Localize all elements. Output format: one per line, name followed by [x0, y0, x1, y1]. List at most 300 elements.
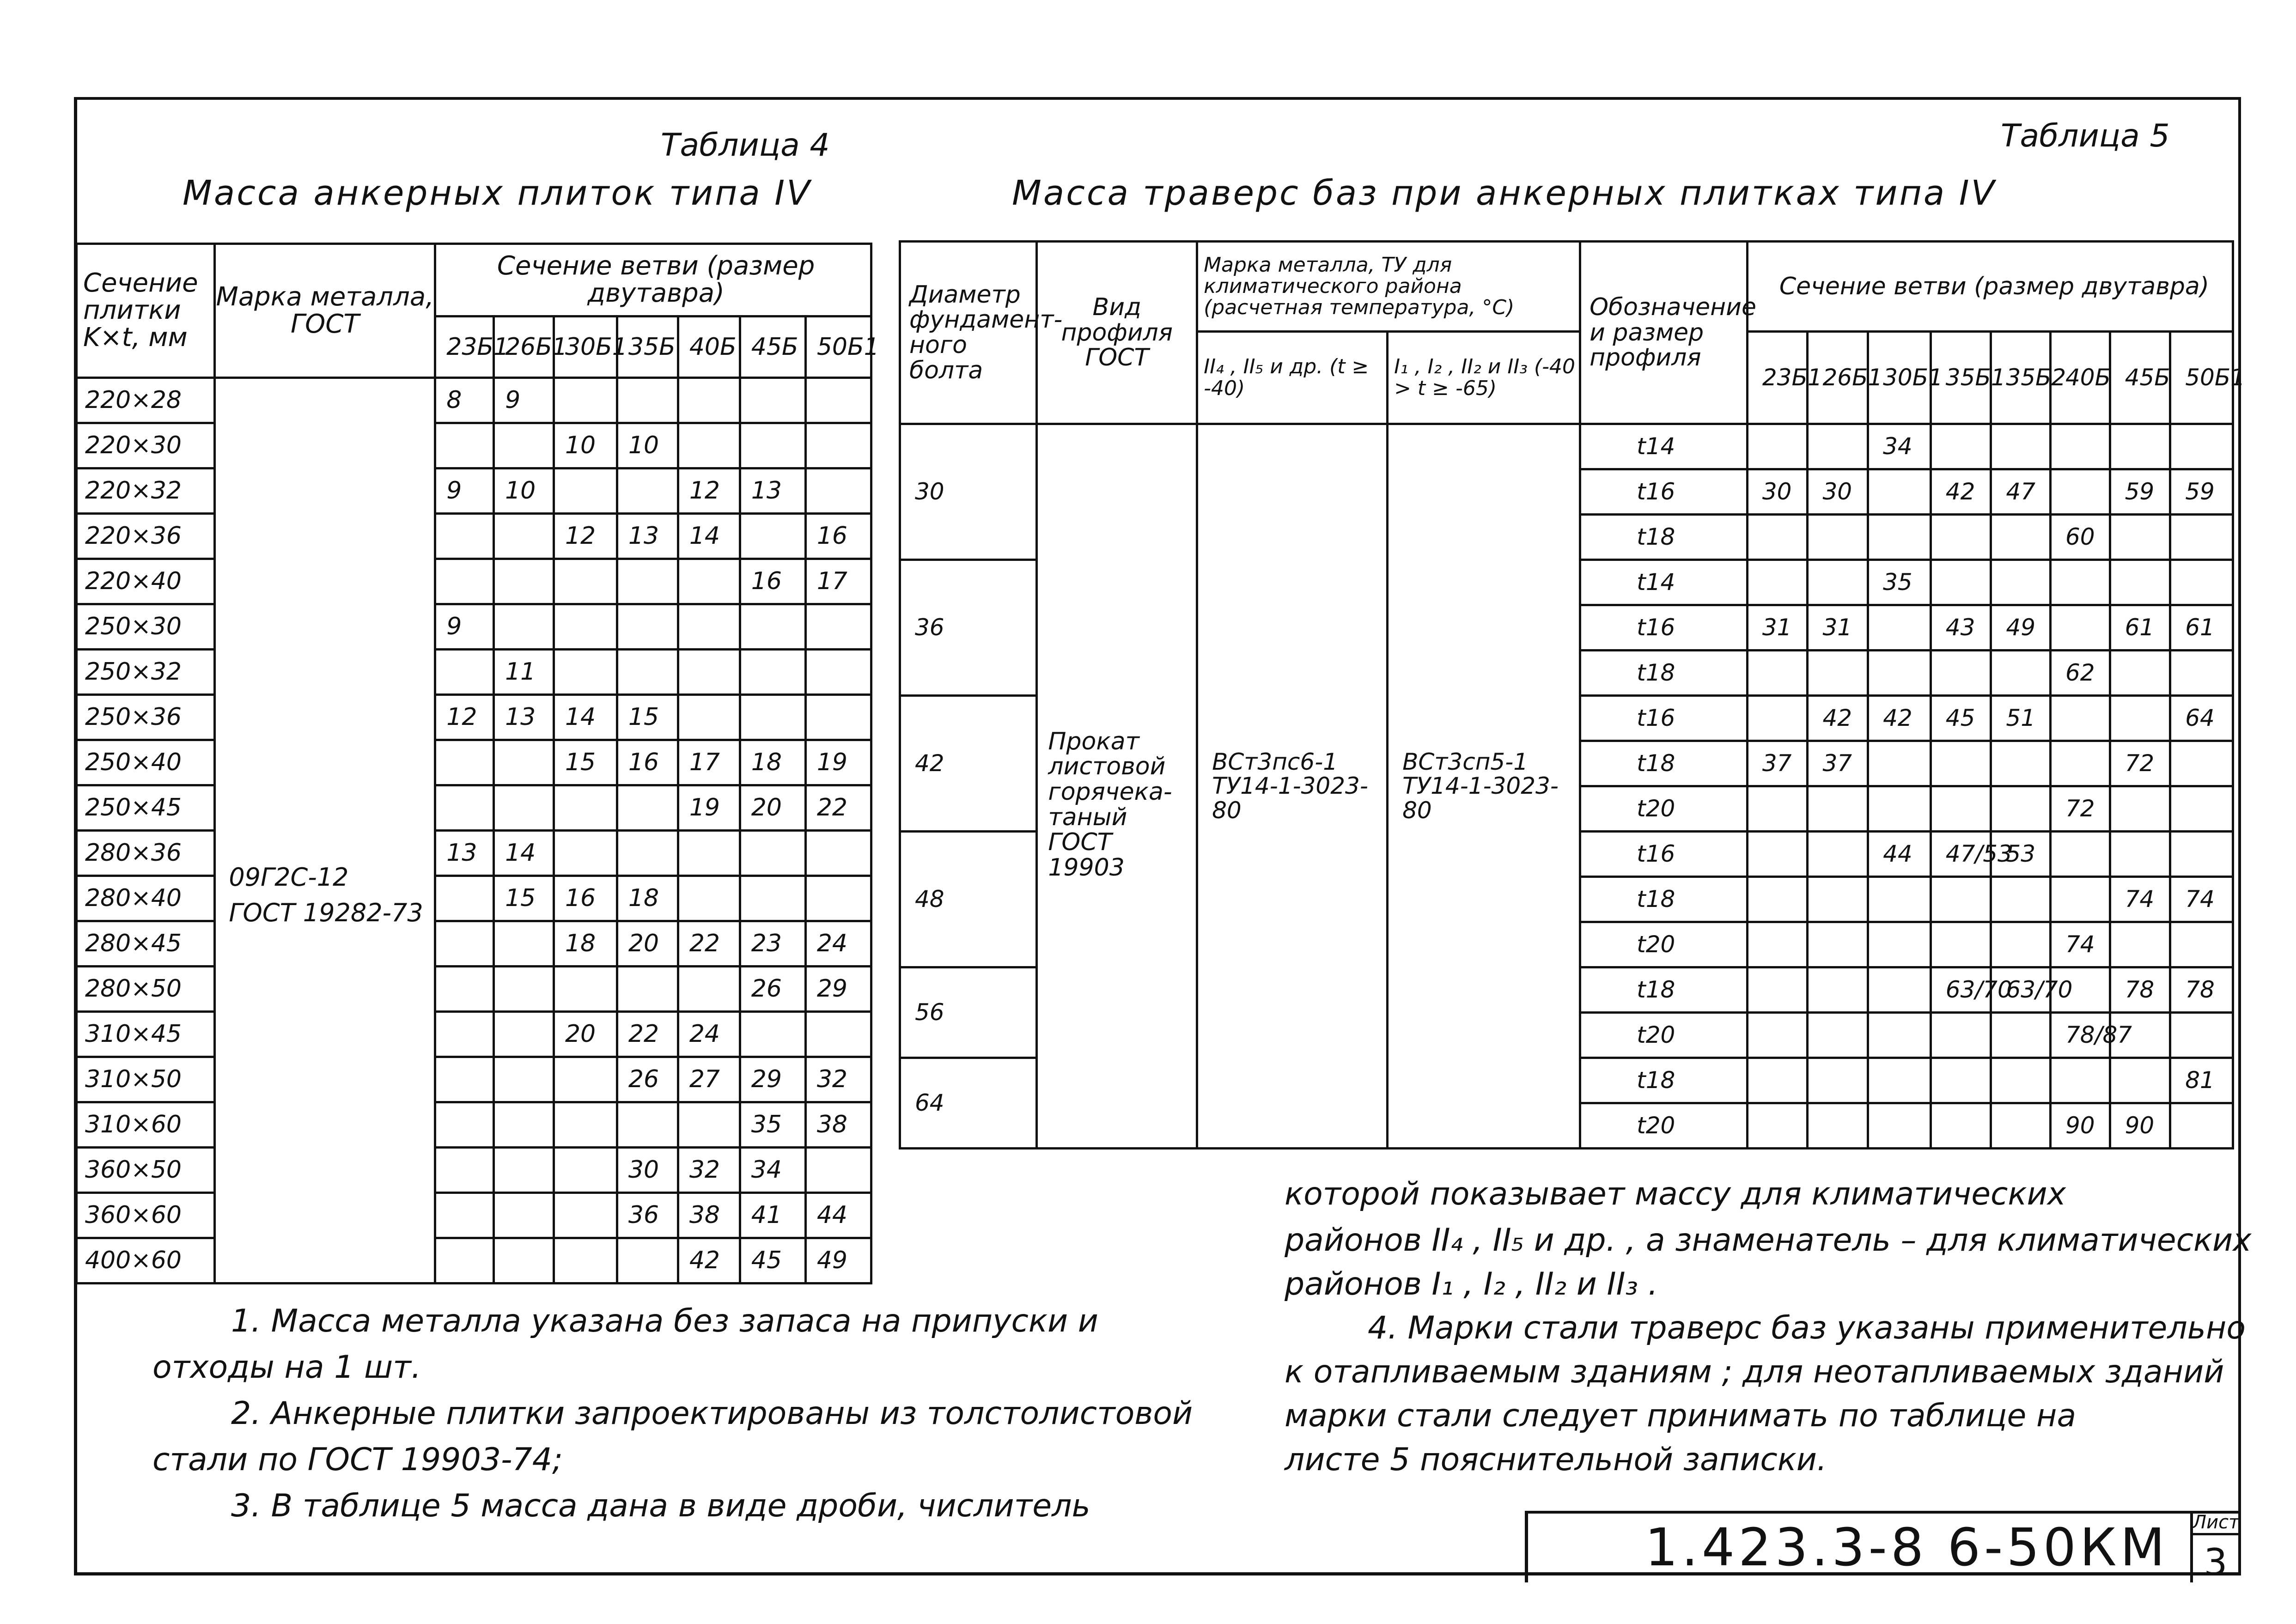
table-row [77, 423, 871, 468]
size-header: 40Б [678, 316, 740, 378]
bolt-diameter: 42 [900, 696, 1037, 832]
t5-header-profile: Вид профиля ГОСТ [1037, 242, 1197, 424]
mass-cell [1808, 832, 1868, 877]
mass-cell: 13 [617, 514, 678, 559]
table-row [77, 1193, 871, 1238]
mass-cell: 42 [1931, 469, 1991, 515]
mass-cell: 18 [554, 921, 617, 967]
bolt-diameter: 56 [900, 967, 1037, 1058]
mass-cell [2170, 651, 2233, 696]
mass-cell [740, 378, 805, 423]
table-row [77, 831, 871, 876]
mass-cell: 23 [740, 921, 805, 967]
mass-cell [805, 695, 871, 740]
mass-cell [1808, 560, 1868, 605]
mass-cell [2110, 515, 2170, 560]
document-code: 1.423.3-8 6-50КМ [1645, 1518, 2169, 1578]
plate-section: 280×45 [77, 921, 215, 967]
mass-cell: 30 [1747, 469, 1808, 515]
note-4c: марки стали следует принимать по таблице на [1285, 1398, 2077, 1434]
mass-cell [1868, 786, 1931, 832]
mass-cell [2051, 1058, 2110, 1103]
mass-cell [740, 423, 805, 468]
mass-cell: 42 [1808, 696, 1868, 741]
mass-cell: 61 [2110, 605, 2170, 651]
mass-cell: 59 [2110, 469, 2170, 515]
mass-cell: 35 [740, 1102, 805, 1148]
mass-cell [1747, 515, 1808, 560]
table-row [77, 1102, 871, 1148]
mass-cell: 53 [1991, 832, 2051, 877]
mass-cell [2170, 832, 2233, 877]
mass-cell [805, 831, 871, 876]
size-header: 45Б [2110, 332, 2170, 424]
mass-cell [494, 604, 554, 650]
mass-cell [617, 1238, 678, 1283]
table-row [77, 785, 871, 831]
size-header: 30Б1 [554, 316, 617, 378]
mass-cell [1868, 605, 1931, 651]
mass-cell [1931, 786, 1991, 832]
plate-section: 310×50 [77, 1057, 215, 1102]
mass-cell [1931, 1013, 1991, 1058]
mass-cell: 31 [1747, 605, 1808, 651]
table-row [77, 378, 871, 423]
mass-cell [617, 468, 678, 514]
mass-cell [678, 378, 740, 423]
mass-cell [678, 423, 740, 468]
mass-cell: 26 [617, 1057, 678, 1102]
mass-cell: 8 [435, 378, 494, 423]
plate-section: 220×32 [77, 468, 215, 514]
mass-cell [494, 1057, 554, 1102]
plate-section: 220×28 [77, 378, 215, 423]
plate-section: 280×50 [77, 967, 215, 1012]
mass-cell: 10 [617, 423, 678, 468]
mass-cell [740, 1012, 805, 1057]
mass-cell [617, 785, 678, 831]
plate-section: 250×36 [77, 695, 215, 740]
plate-section: 250×32 [77, 650, 215, 695]
mass-cell: 42 [1868, 696, 1931, 741]
mass-cell: 31 [1808, 605, 1868, 651]
plate-section: 310×60 [77, 1102, 215, 1148]
mass-cell [1808, 967, 1868, 1013]
mass-cell: 35 [1868, 560, 1931, 605]
mass-cell [1747, 877, 1808, 922]
mass-cell [435, 967, 494, 1012]
size-header: 50Б1 [2170, 332, 2233, 424]
mass-cell [805, 423, 871, 468]
mass-cell [805, 604, 871, 650]
note-2b: стали по ГОСТ 19903-74; [152, 1442, 563, 1478]
mass-cell [554, 559, 617, 604]
mass-cell [740, 876, 805, 921]
note-4d: листе 5 пояснительной записки. [1285, 1442, 1827, 1478]
mass-cell [2110, 424, 2170, 469]
mass-cell [805, 1012, 871, 1057]
mass-cell [1747, 786, 1808, 832]
mass-cell [1931, 560, 1991, 605]
t4-header-steel: Марка металла, ГОСТ [215, 244, 435, 378]
mass-cell [1808, 877, 1868, 922]
mass-cell [1747, 1013, 1808, 1058]
table-row [77, 921, 871, 967]
mass-cell [2170, 786, 2233, 832]
mass-cell [554, 604, 617, 650]
mass-cell [617, 604, 678, 650]
mass-cell [494, 740, 554, 785]
size-header: 35Б2 [1991, 332, 2051, 424]
mass-cell: 74 [2051, 922, 2110, 967]
mass-cell [2110, 560, 2170, 605]
t4-header-branch: Сечение ветви (размер двутавра) [435, 244, 871, 316]
mass-cell [1808, 786, 1868, 832]
mass-cell [494, 559, 554, 604]
mass-cell [2110, 651, 2170, 696]
mass-cell: 62 [2051, 651, 2110, 696]
mass-cell [740, 831, 805, 876]
mass-cell [1747, 967, 1808, 1013]
table-row [77, 559, 871, 604]
mass-cell [1991, 424, 2051, 469]
table-row [77, 876, 871, 921]
mass-cell [1868, 741, 1931, 786]
mass-cell: 13 [435, 831, 494, 876]
plate-section: 220×30 [77, 423, 215, 468]
mass-cell: 49 [1991, 605, 2051, 651]
plate-section: 250×30 [77, 604, 215, 650]
t5-header-steel: Марка металла, ТУ для климатического района (расчетная температура, °С) [1197, 242, 1580, 332]
table5-label: Таблица 5 [2001, 118, 2170, 154]
mass-cell [617, 650, 678, 695]
bolt-diameter: 64 [900, 1058, 1037, 1149]
mass-cell: 78/87 [2051, 1013, 2110, 1058]
mass-cell [2051, 832, 2110, 877]
mass-cell [1931, 424, 1991, 469]
table5-title: Масса траверс баз при анкерных плитках типа IV [1012, 173, 1997, 213]
mass-cell: 12 [678, 468, 740, 514]
mass-cell: 30 [1808, 469, 1868, 515]
mass-cell: 10 [554, 423, 617, 468]
plate-section: 220×36 [77, 514, 215, 559]
mass-cell [1991, 741, 2051, 786]
mass-cell [554, 378, 617, 423]
mass-cell: 14 [554, 695, 617, 740]
size-header: 50Б1 [805, 316, 871, 378]
plate-section: 400×60 [77, 1238, 215, 1283]
profile-designation: t16 [1580, 469, 1748, 515]
mass-cell [617, 1102, 678, 1148]
mass-cell [554, 1148, 617, 1193]
mass-cell [805, 1148, 871, 1193]
table5 [899, 240, 2245, 1150]
mass-cell: 14 [678, 514, 740, 559]
mass-cell [435, 785, 494, 831]
mass-cell [1931, 515, 1991, 560]
mass-cell [435, 423, 494, 468]
mass-cell [805, 378, 871, 423]
mass-cell: 19 [678, 785, 740, 831]
plate-section: 280×36 [77, 831, 215, 876]
mass-cell [554, 831, 617, 876]
mass-cell [435, 559, 494, 604]
profile-designation: t14 [1580, 560, 1748, 605]
mass-cell: 37 [1747, 741, 1808, 786]
mass-cell [678, 876, 740, 921]
mass-cell [494, 967, 554, 1012]
mass-cell: 15 [554, 740, 617, 785]
mass-cell: 12 [554, 514, 617, 559]
mass-cell [494, 423, 554, 468]
mass-cell [1747, 560, 1808, 605]
mass-cell [1747, 651, 1808, 696]
mass-cell [678, 559, 740, 604]
mass-cell [2170, 1103, 2233, 1149]
profile-designation: t20 [1580, 1103, 1748, 1149]
size-header: 35Б1 [1931, 332, 1991, 424]
mass-cell [1991, 515, 2051, 560]
note-4a: 4. Марки стали траверс баз указаны применительно [1368, 1310, 2246, 1346]
mass-cell: 63/70 [1931, 967, 1991, 1013]
mass-cell [1868, 922, 1931, 967]
mass-cell: 18 [740, 740, 805, 785]
mass-cell: 17 [678, 740, 740, 785]
mass-cell: 72 [2110, 741, 2170, 786]
note-2a: 2. Анкерные плитки запроектированы из толстолистовой [231, 1395, 1193, 1432]
note-1a: 1. Масса металла указана без запаса на припуски и [231, 1303, 1098, 1339]
mass-cell [1747, 696, 1808, 741]
mass-cell: 38 [805, 1102, 871, 1148]
mass-cell [494, 1012, 554, 1057]
mass-cell [2170, 424, 2233, 469]
mass-cell [805, 468, 871, 514]
mass-cell [1808, 651, 1868, 696]
profile-designation: t18 [1580, 967, 1748, 1013]
mass-cell [2051, 696, 2110, 741]
t5-header-steel-b: I₁ , I₂ , II₂ и II₃ (-40 > t ≥ -65) [1388, 332, 1580, 424]
mass-cell [554, 1057, 617, 1102]
mass-cell: 78 [2170, 967, 2233, 1013]
mass-cell: 16 [617, 740, 678, 785]
mass-cell: 81 [2170, 1058, 2233, 1103]
note-3c: районов II₄ , II₅ и др. , а знаменатель – для климатических [1285, 1222, 2252, 1259]
mass-cell [2170, 560, 2233, 605]
table-row [77, 1238, 871, 1283]
mass-cell [805, 650, 871, 695]
mass-cell: 44 [805, 1193, 871, 1238]
mass-cell [805, 876, 871, 921]
mass-cell [740, 695, 805, 740]
mass-cell [1868, 469, 1931, 515]
profile-designation: t20 [1580, 786, 1748, 832]
mass-cell: 14 [494, 831, 554, 876]
mass-cell [678, 1102, 740, 1148]
size-header: 23Б1 [1747, 332, 1808, 424]
mass-cell [2051, 877, 2110, 922]
table-row [77, 468, 871, 514]
mass-cell: 26 [740, 967, 805, 1012]
mass-cell: 10 [494, 468, 554, 514]
plate-section: 250×40 [77, 740, 215, 785]
mass-cell [435, 1102, 494, 1148]
mass-cell: 61 [2170, 605, 2233, 651]
mass-cell [494, 1102, 554, 1148]
mass-cell [554, 468, 617, 514]
mass-cell [740, 604, 805, 650]
sheet-label: Лист [2192, 1512, 2239, 1535]
mass-cell [1931, 1103, 1991, 1149]
bolt-diameter: 36 [900, 560, 1037, 696]
size-header: 30Б1 [1868, 332, 1931, 424]
mass-cell [1808, 1058, 1868, 1103]
mass-cell [1991, 877, 2051, 922]
plate-section: 360×50 [77, 1148, 215, 1193]
mass-cell [2110, 832, 2170, 877]
mass-cell [2110, 786, 2170, 832]
size-header: 45Б [740, 316, 805, 378]
mass-cell [617, 967, 678, 1012]
mass-cell: 64 [2170, 696, 2233, 741]
mass-cell: 41 [740, 1193, 805, 1238]
profile-designation: t20 [1580, 922, 1748, 967]
mass-cell [1931, 651, 1991, 696]
table4 [75, 243, 879, 1284]
mass-cell: 24 [805, 921, 871, 967]
mass-cell: 20 [617, 921, 678, 967]
mass-cell [1747, 424, 1808, 469]
profile-designation: t18 [1580, 877, 1748, 922]
profile-designation: t16 [1580, 696, 1748, 741]
mass-cell: 44 [1868, 832, 1931, 877]
sheet-number: 3 [2204, 1541, 2228, 1584]
table-row [77, 740, 871, 785]
mass-cell [435, 740, 494, 785]
mass-cell [1868, 515, 1931, 560]
t5-header-branch: Сечение ветви (размер двутавра) [1747, 242, 2233, 332]
mass-cell: 22 [617, 1012, 678, 1057]
mass-cell [1747, 832, 1808, 877]
mass-cell: 20 [554, 1012, 617, 1057]
mass-cell: 36 [617, 1193, 678, 1238]
mass-cell: 17 [805, 559, 871, 604]
plate-section: 310×45 [77, 1012, 215, 1057]
size-header: 26Б1 [494, 316, 554, 378]
mass-cell [2170, 741, 2233, 786]
mass-cell [2110, 922, 2170, 967]
mass-cell [2170, 1013, 2233, 1058]
mass-cell [1931, 877, 1991, 922]
mass-cell: 22 [678, 921, 740, 967]
mass-cell [1991, 1058, 2051, 1103]
mass-cell [678, 650, 740, 695]
t5-header-steel-a: II₄ , II₅ и др. (t ≥ -40) [1197, 332, 1388, 424]
table-row [77, 695, 871, 740]
profile-designation: t20 [1580, 1013, 1748, 1058]
mass-cell [678, 967, 740, 1012]
mass-cell [1747, 1103, 1808, 1149]
mass-cell: 34 [740, 1148, 805, 1193]
mass-cell [494, 921, 554, 967]
table-row [77, 1057, 871, 1102]
mass-cell: 32 [805, 1057, 871, 1102]
mass-cell [494, 1193, 554, 1238]
mass-cell [2051, 469, 2110, 515]
mass-cell: 27 [678, 1057, 740, 1102]
mass-cell: 34 [1868, 424, 1931, 469]
mass-cell: 30 [617, 1148, 678, 1193]
profile-designation: t16 [1580, 832, 1748, 877]
mass-cell: 19 [805, 740, 871, 785]
mass-cell [554, 967, 617, 1012]
mass-cell [1991, 786, 2051, 832]
mass-cell [1808, 1103, 1868, 1149]
mass-cell [554, 650, 617, 695]
mass-cell [1991, 922, 2051, 967]
mass-cell: 11 [494, 650, 554, 695]
profile-designation: t18 [1580, 515, 1748, 560]
table4-title: Масса анкерных плиток типа IV [183, 173, 812, 213]
mass-cell [2051, 424, 2110, 469]
steel-grade-b: ВСт3сп5-1 ТУ14-1-3023-80 [1388, 424, 1580, 1149]
t5-header-designation: Обозначение и размер профиля [1580, 242, 1748, 424]
mass-cell [2170, 922, 2233, 967]
mass-cell: 20 [740, 785, 805, 831]
mass-cell [617, 831, 678, 876]
steel-name: 09Г2С-12 [229, 862, 349, 892]
mass-cell [1931, 1058, 1991, 1103]
mass-cell: 32 [678, 1148, 740, 1193]
note-4b: к отапливаемым зданиям ; для неотапливаемых зданий [1285, 1354, 2224, 1390]
mass-cell [435, 1057, 494, 1102]
mass-cell [494, 1148, 554, 1193]
mass-cell: 47 [1991, 469, 2051, 515]
mass-cell [494, 785, 554, 831]
table-row [77, 967, 871, 1012]
table-row [77, 1148, 871, 1193]
mass-cell: 24 [678, 1012, 740, 1057]
size-header: 40Б [2051, 332, 2110, 424]
table4-label: Таблица 4 [661, 127, 830, 164]
size-header: 26Б1 [1808, 332, 1868, 424]
mass-cell: 59 [2170, 469, 2233, 515]
profile-designation: t18 [1580, 741, 1748, 786]
mass-cell: 72 [2051, 786, 2110, 832]
mass-cell [435, 514, 494, 559]
steel-grade-a: ВСт3пс6-1 ТУ14-1-3023-80 [1197, 424, 1388, 1149]
mass-cell [435, 921, 494, 967]
mass-cell [1868, 1103, 1931, 1149]
mass-cell [554, 1102, 617, 1148]
mass-cell [494, 1238, 554, 1283]
mass-cell: 49 [805, 1238, 871, 1283]
mass-cell [435, 650, 494, 695]
table-row [77, 604, 871, 650]
plate-section: 220×40 [77, 559, 215, 604]
profile-designation: t14 [1580, 424, 1748, 469]
mass-cell: 78 [2110, 967, 2170, 1013]
mass-cell: 16 [740, 559, 805, 604]
mass-cell [2051, 741, 2110, 786]
mass-cell: 74 [2110, 877, 2170, 922]
mass-cell [740, 514, 805, 559]
plate-section: 250×45 [77, 785, 215, 831]
mass-cell: 9 [435, 468, 494, 514]
mass-cell [1808, 515, 1868, 560]
mass-cell: 13 [740, 468, 805, 514]
profile-designation: t18 [1580, 1058, 1748, 1103]
mass-cell: 22 [805, 785, 871, 831]
